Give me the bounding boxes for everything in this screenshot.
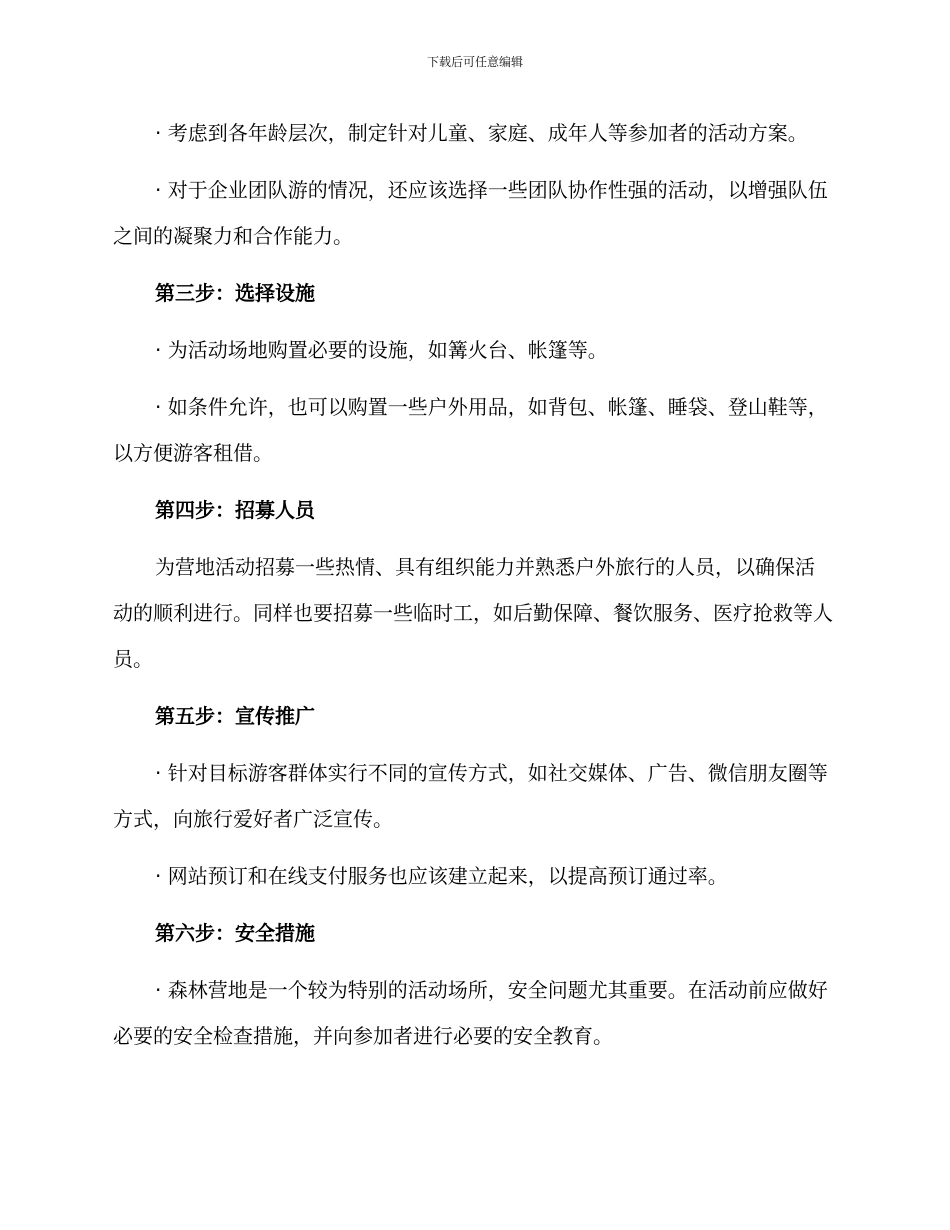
heading-step-three: 第三步：选择设施 (155, 281, 315, 305)
document-body (113, 110, 833, 1070)
paragraph-recruitment: 为营地活动招募一些热情、具有组织能力并熟悉户外旅行的人员，以确保活动的顺利进行。同样也要招募一些临时工，如后勤保障、餐饮服务、医疗抢救等人员。 (113, 555, 833, 671)
heading-step-six: 第六步：安全措施 (155, 921, 315, 945)
heading-step-four: 第四步：招募人员 (155, 498, 315, 522)
page-header: 下载后可任意编辑 (426, 55, 523, 69)
paragraph-outdoor-gear: · 如条件允许，也可以购置一些户外用品，如背包、帐篷、睡袋、登山鞋等，以方便游客租借。 (113, 395, 828, 465)
paragraph-online-booking: · 网站预订和在线支付服务也应该建立起来，以提高预订通过率。 (155, 864, 728, 888)
heading-step-five: 第五步：宣传推广 (155, 704, 315, 728)
paragraph-promotion-channels: · 针对目标游客群体实行不同的宣传方式，如社交媒体、广告、微信朋友圈等方式，向旅行爱好者广泛宣传。 (113, 761, 828, 831)
paragraph-team-activities: · 对于企业团队游的情况，还应该选择一些团队协作性强的活动，以增强队伍之间的凝聚力和合作能力。 (113, 178, 828, 248)
paragraph-facilities: · 为活动场地购置必要的设施，如篝火台、帐篷等。 (155, 338, 608, 362)
paragraph-safety: · 森林营地是一个较为特别的活动场所，安全问题尤其重要。在活动前应做好必要的安全检查措施，并向参加者进行必要的安全教育。 (113, 978, 828, 1048)
paragraph-age-groups: · 考虑到各年龄层次，制定针对儿童、家庭、成年人等参加者的活动方案。 (155, 121, 808, 145)
